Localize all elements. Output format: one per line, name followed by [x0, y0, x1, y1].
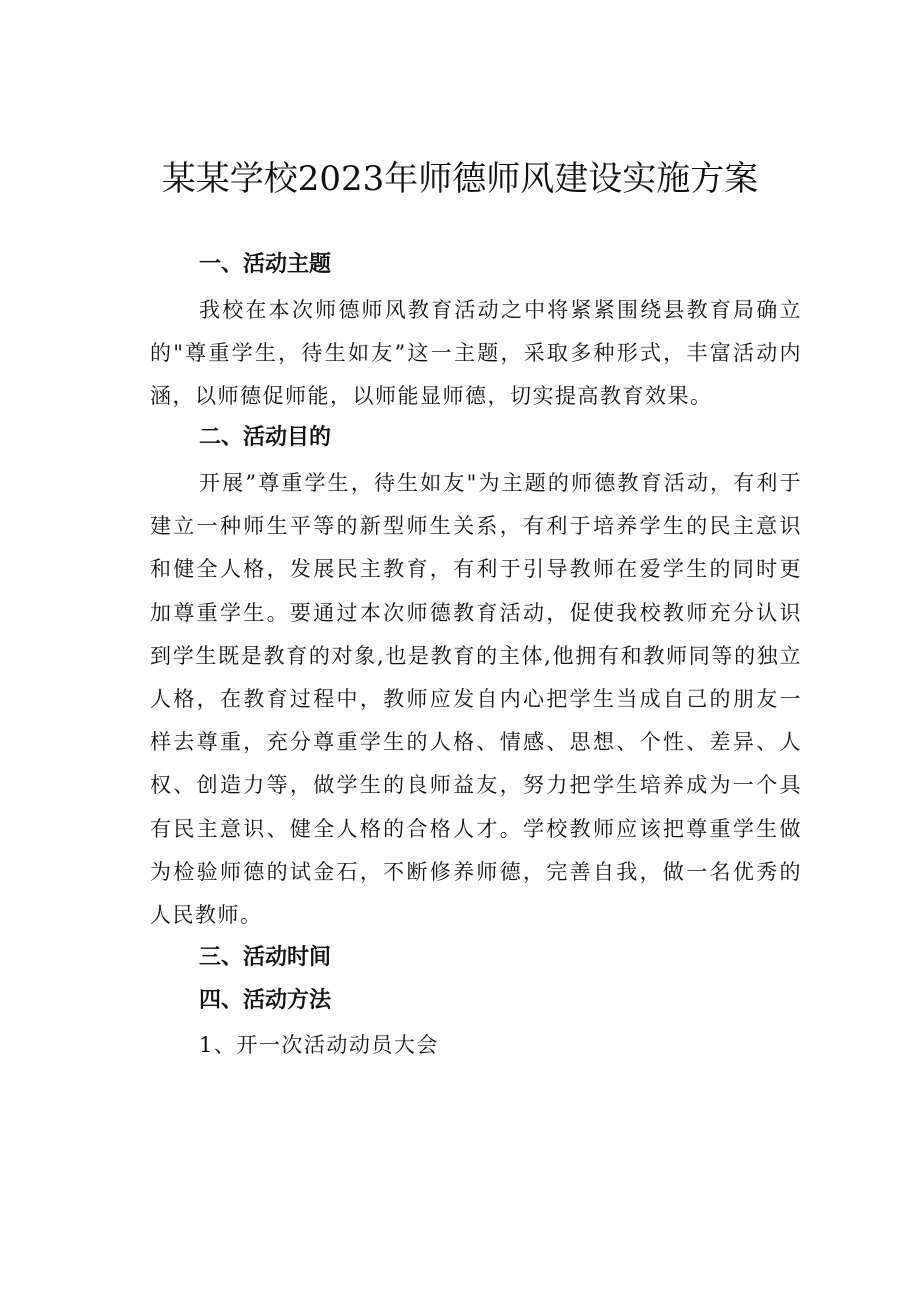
section-paragraph-theme: 我校在本次师德师风教育活动之中将紧紧围绕县教育局确立的"尊重学生，待生如友”这一主题，采取多种形式，丰富活动内涵，以师德促师能，以师能显师德，切实提高教育效果。 [150, 298, 802, 409]
section-heading-purpose: 二、活动目的 [199, 425, 332, 450]
section-heading-time: 三、活动时间 [199, 945, 332, 970]
section-heading-method: 四、活动方法 [199, 988, 332, 1013]
section-paragraph-purpose: 开展”尊重学生，待生如友"为主题的师德教育活动，有利于建立一种师生平等的新型师生关系，有利于培养学生的民主意识和健全人格，发展民主教育，有利于引导教师在爱学生的同时更加尊重学生。要通过本次师德教育活动，促使我校教师充分认识到学生既是教育的对象,也是教育的主体,他拥有和教师同等的独立人格，在教育过程中，教师应发自内心把学生当成自己的朋友一样去尊重，充分尊重学生的人格、情感、思想、个性、差异、人权、创造力等，做学生的良师益友，努力把学生培养成为一个具有民主意识、健全人格的合格人才。学校教师应该把尊重学生做为检验师德的试金石，不断修养师德，完善自我，做一名优秀的人民教师。 [150, 471, 802, 928]
section-heading-theme: 一、活动主题 [199, 252, 332, 277]
document-title: 某某学校2023年师德师风建设实施方案 [161, 159, 759, 199]
method-list-item: 1、开一次活动动员大会 [199, 1033, 439, 1057]
